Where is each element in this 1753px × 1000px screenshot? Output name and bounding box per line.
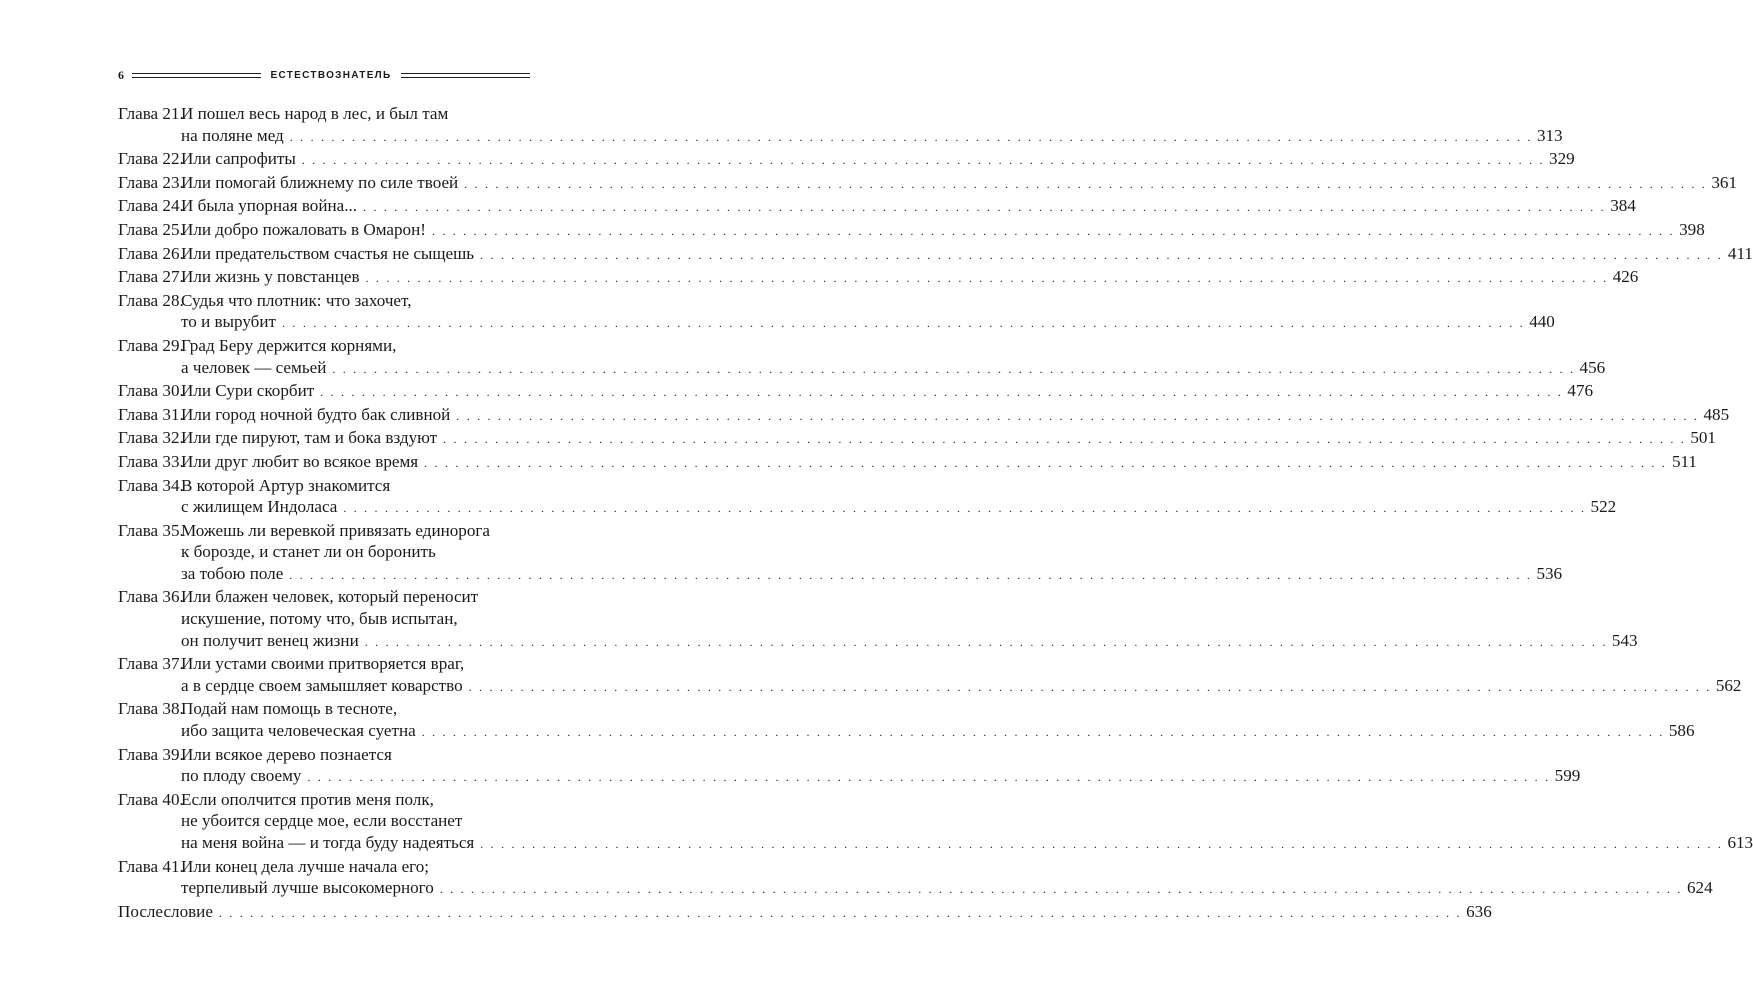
chapter-title-line: Град Беру держится корнями, <box>181 335 397 355</box>
chapter-label: Глава 41. <box>118 856 184 876</box>
page-ref: 599 <box>1554 766 1581 786</box>
toc-entry <box>118 219 1705 243</box>
chapter-title-line: а в сердце своем замышляет коварство <box>181 675 463 695</box>
dot-leader: . . . . . . . . . . . . . . . . . . . . . . . . . . . . . . . . . . . . . . . . . . . . . . . . . . . . . . . . . . . . . . . . . . . . . . . . . . . . . . . . . . . . . . . . . . . . . . . . . . . . . . . . . . . . . . . . . . . . . . . . <box>218 905 1462 920</box>
toc-entry <box>118 427 1716 451</box>
chapter-label: Глава 26. <box>118 243 184 263</box>
dot-leader: . . . . . . . . . . . . . . . . . . . . . . . . . . . . . . . . . . . . . . . . . . . . . . . . . . . . . . . . . . . . . . . . . . . . . . . . . . . . . . . . . . . . . . . . . . . . . . . . . . . . . . . . . . . . . . . . . . . . . . . . <box>289 129 1533 144</box>
header-rule-right <box>401 73 530 78</box>
chapter-title-line: терпеливый лучше высокомерного <box>181 878 434 898</box>
toc-entry <box>118 856 1713 901</box>
dot-leader: . . . . . . . . . . . . . . . . . . . . . . . . . . . . . . . . . . . . . . . . . . . . . . . . . . . . . . . . . . . . . . . . . . . . . . . . . . . . . . . . . . . . . . . . . . . . . . . . . . . . . . . . . . . . . . . . . . . . . . . . <box>343 501 1587 516</box>
chapter-label: Глава 29. <box>118 335 184 355</box>
dot-leader: . . . . . . . . . . . . . . . . . . . . . . . . . . . . . . . . . . . . . . . . . . . . . . . . . . . . . . . . . . . . . . . . . . . . . . . . . . . . . . . . . . . . . . . . . . . . . . . . . . . . . . . . . . . . . . . . . . . . . . . . <box>307 770 1551 785</box>
dot-leader: . . . . . . . . . . . . . . . . . . . . . . . . . . . . . . . . . . . . . . . . . . . . . . . . . . . . . . . . . . . . . . . . . . . . . . . . . . . . . . . . . . . . . . . . . . . . . . . . . . . . . . . . . . . . . . . . . . . . . . . . <box>364 634 1608 649</box>
chapter-title-line: Или блажен человек, который переносит <box>181 587 479 607</box>
chapter-title-line: Или конец дела лучше начала его; <box>181 856 430 876</box>
chapter-label: Глава 30. <box>118 381 184 401</box>
chapter-label: Глава 35. <box>118 520 184 540</box>
dot-leader: . . . . . . . . . . . . . . . . . . . . . . . . . . . . . . . . . . . . . . . . . . . . . . . . . . . . . . . . . . . . . . . . . . . . . . . . . . . . . . . . . . . . . . . . . . . . . . . . . . . . . . . . . . . . . . . . . . . . . . . . <box>289 567 1533 582</box>
chapter-title-line: Или Сури скорбит <box>181 381 315 401</box>
page-ref: 456 <box>1579 357 1606 377</box>
chapter-title-line: Или город ночной будто бак сливной <box>181 404 451 424</box>
chapter-label: Глава 34. <box>118 475 184 495</box>
page-ref: 543 <box>1611 630 1638 650</box>
chapter-label: Глава 37. <box>118 654 184 674</box>
toc-entry <box>118 266 1639 290</box>
chapter-title-line: Или сапрофиты <box>181 149 296 169</box>
toc-entry <box>118 451 1697 475</box>
chapter-title-line: не убоится сердце мое, если восстанет <box>181 811 463 831</box>
chapter-title-line: а человек — семьей <box>181 357 327 377</box>
chapter-label: Глава 39. <box>118 744 184 764</box>
dot-leader: . . . . . . . . . . . . . . . . . . . . . . . . . . . . . . . . . . . . . . . . . . . . . . . . . . . . . . . . . . . . . . . . . . . . . . . . . . . . . . . . . . . . . . . . . . . . . . . . . . . . . . . . . . . . . . . . . . . . . . . . <box>363 200 1606 215</box>
page-ref: 511 <box>1671 451 1697 471</box>
page-number: 6 <box>118 67 124 82</box>
chapter-label: Глава 23. <box>118 172 184 192</box>
chapter-title-line: Можешь ли веревкой привязать единорога <box>181 520 490 540</box>
dot-leader: . . . . . . . . . . . . . . . . . . . . . . . . . . . . . . . . . . . . . . . . . . . . . . . . . . . . . . . . . . . . . . . . . . . . . . . . . . . . . . . . . . . . . . . . . . . . . . . . . . . . . . . . . . . . . . . . . . . . . . . . <box>365 271 1609 286</box>
chapter-label: Глава 32. <box>118 428 184 448</box>
chapter-title-line: Подай нам помощь в тесноте, <box>181 699 398 719</box>
toc-entry <box>118 172 1738 196</box>
chapter-title-line: Или всякое дерево познается <box>181 744 392 764</box>
chapter-label: Глава 25. <box>118 219 184 239</box>
page-ref: 485 <box>1703 404 1730 424</box>
chapter-title-line: В которой Артур знакомится <box>181 475 391 495</box>
toc-entry <box>118 520 1563 587</box>
chapter-label: Глава 31. <box>118 404 184 424</box>
page-ref: 426 <box>1612 267 1639 287</box>
dot-leader: . . . . . . . . . . . . . . . . . . . . . . . . . . . . . . . . . . . . . . . . . . . . . . . . . . . . . . . . . . . . . . . . . . . . . . . . . . . . . . . . . . . . . . . . . . . . . . . . . . . . . . . . . . . . . . . . . . . . . . . . <box>301 153 1545 168</box>
page-ref: 562 <box>1715 675 1742 695</box>
page-ref: 536 <box>1536 563 1563 583</box>
toc-entry <box>118 290 1555 335</box>
toc-entry <box>118 148 1575 172</box>
toc-entry <box>118 586 1638 653</box>
dot-leader: . . . . . . . . . . . . . . . . . . . . . . . . . . . . . . . . . . . . . . . . . . . . . . . . . . . . . . . . . . . . . . . . . . . . . . . . . . . . . . . . . . . . . . . . . . . . . . . . . . . . . . . . . . . . . . . . . . . . . . . . <box>421 725 1665 740</box>
chapter-label: Глава 28. <box>118 290 184 310</box>
page-ref: 624 <box>1687 878 1713 898</box>
chapter-title-line: ибо защита человеческая суетна <box>181 721 416 741</box>
chapter-title-line: Или предательством счастья не сыщешь <box>181 243 475 263</box>
page-ref: 411 <box>1727 243 1753 263</box>
chapter-label: Глава 40. <box>118 789 184 809</box>
toc-entry <box>118 335 1606 380</box>
chapter-label: Глава 24. <box>118 196 184 216</box>
toc-entry <box>118 698 1695 743</box>
afterword-title: Послесловие <box>118 901 213 921</box>
toc-entry-afterword <box>118 901 1492 925</box>
page-ref: 398 <box>1679 219 1705 239</box>
chapter-title-line: к борозде, и станет ли он боронить <box>181 542 436 562</box>
chapter-title-line: Судья что плотник: что захочет, <box>181 290 412 310</box>
dot-leader: . . . . . . . . . . . . . . . . . . . . . . . . . . . . . . . . . . . . . . . . . . . . . . . . . . . . . . . . . . . . . . . . . . . . . . . . . . . . . . . . . . . . . . . . . . . . . . . . . . . . . . . . . . . . . . . . . . . . . . . . <box>456 408 1700 423</box>
toc-entry <box>118 195 1636 219</box>
toc-entry <box>118 653 1742 698</box>
chapter-title-line: Или друг любит во всякое время <box>181 451 419 471</box>
page-ref: 476 <box>1567 381 1594 401</box>
chapter-title-line: искушение, потому что, быв испытан, <box>181 609 458 629</box>
running-header <box>118 68 530 82</box>
table-of-contents <box>118 103 1753 924</box>
page-ref: 440 <box>1529 312 1555 332</box>
chapter-title-line: Если ополчится против меня полк, <box>181 789 434 809</box>
chapter-title-line: он получит венец жизни <box>181 630 359 650</box>
dot-leader: . . . . . . . . . . . . . . . . . . . . . . . . . . . . . . . . . . . . . . . . . . . . . . . . . . . . . . . . . . . . . . . . . . . . . . . . . . . . . . . . . . . . . . . . . . . . . . . . . . . . . . . . . . . . . . . . . . . . . . . . <box>439 882 1683 897</box>
chapter-title-line: И пошел весь народ в лес, и был там <box>181 104 449 123</box>
page-ref: 329 <box>1549 149 1575 169</box>
chapter-title-line: за тобою поле <box>181 563 284 583</box>
dot-leader: . . . . . . . . . . . . . . . . . . . . . . . . . . . . . . . . . . . . . . . . . . . . . . . . . . . . . . . . . . . . . . . . . . . . . . . . . . . . . . . . . . . . . . . . . . . . . . . . . . . . . . . . . . . . . . . . . . . . . . . . <box>431 223 1675 238</box>
toc-entry <box>118 404 1730 428</box>
page-ref: 313 <box>1536 125 1563 145</box>
toc-entry <box>118 243 1753 267</box>
chapter-label: Глава 36. <box>118 587 184 607</box>
dot-leader: . . . . . . . . . . . . . . . . . . . . . . . . . . . . . . . . . . . . . . . . . . . . . . . . . . . . . . . . . . . . . . . . . . . . . . . . . . . . . . . . . . . . . . . . . . . . . . . . . . . . . . . . . . . . . . . . . . . . . . . . <box>424 455 1667 470</box>
running-title: ЕСТЕСТВОЗНАТЕЛЬ <box>270 69 392 81</box>
dot-leader: . . . . . . . . . . . . . . . . . . . . . . . . . . . . . . . . . . . . . . . . . . . . . . . . . . . . . . . . . . . . . . . . . . . . . . . . . . . . . . . . . . . . . . . . . . . . . . . . . . . . . . . . . . . . . . . . . . . . . . . . <box>464 176 1708 191</box>
chapter-title-line: на поляне мед <box>181 125 284 145</box>
page-ref: 636 <box>1466 901 1492 921</box>
page-ref: 361 <box>1711 172 1738 192</box>
page-ref: 384 <box>1610 196 1636 216</box>
dot-leader: . . . . . . . . . . . . . . . . . . . . . . . . . . . . . . . . . . . . . . . . . . . . . . . . . . . . . . . . . . . . . . . . . . . . . . . . . . . . . . . . . . . . . . . . . . . . . . . . . . . . . . . . . . . . . . . . . . . . . . . . <box>443 432 1686 447</box>
chapter-title-line: Или жизнь у повстанцев <box>181 267 360 287</box>
chapter-label: Глава 27. <box>118 267 184 287</box>
chapter-title-line: на меня война — и тогда буду надеяться <box>181 833 475 852</box>
dot-leader: . . . . . . . . . . . . . . . . . . . . . . . . . . . . . . . . . . . . . . . . . . . . . . . . . . . . . . . . . . . . . . . . . . . . . . . . . . . . . . . . . . . . . . . . . . . . . . . . . . . . . . . . . . . . . . . . . . . . . . . . <box>332 361 1576 376</box>
page-ref: 501 <box>1690 428 1716 448</box>
header-rule-left <box>132 73 261 78</box>
dot-leader: . . . . . . . . . . . . . . . . . . . . . . . . . . . . . . . . . . . . . . . . . . . . . . . . . . . . . . . . . . . . . . . . . . . . . . . . . . . . . . . . . . . . . . . . . . . . . . . . . . . . . . . . . . . . . . . . . . . . . . . . <box>480 247 1723 262</box>
toc-entry <box>118 789 1753 856</box>
chapter-title-line: Или помогай ближнему по силе твоей <box>181 172 459 192</box>
chapter-title-line: Или добро пожаловать в Омарон! <box>181 219 426 239</box>
chapter-title-line: то и вырубит <box>181 312 277 332</box>
toc-entry <box>118 103 1563 148</box>
dot-leader: . . . . . . . . . . . . . . . . . . . . . . . . . . . . . . . . . . . . . . . . . . . . . . . . . . . . . . . . . . . . . . . . . . . . . . . . . . . . . . . . . . . . . . . . . . . . . . . . . . . . . . . . . . . . . . . . . . . . . . . . <box>282 316 1525 331</box>
toc-entry <box>118 380 1594 404</box>
chapter-label: Глава 21. <box>118 104 184 123</box>
toc-entry <box>118 475 1617 520</box>
chapter-label: Глава 33. <box>118 451 184 471</box>
dot-leader: . . . . . . . . . . . . . . . . . . . . . . . . . . . . . . . . . . . . . . . . . . . . . . . . . . . . . . . . . . . . . . . . . . . . . . . . . . . . . . . . . . . . . . . . . . . . . . . . . . . . . . . . . . . . . . . . . . . . . . . . <box>468 679 1712 694</box>
dot-leader: . . . . . . . . . . . . . . . . . . . . . . . . . . . . . . . . . . . . . . . . . . . . . . . . . . . . . . . . . . . . . . . . . . . . . . . . . . . . . . . . . . . . . . . . . . . . . . . . . . . . . . . . . . . . . . . . . . . . . . . . <box>320 385 1564 400</box>
toc-entry <box>118 744 1581 789</box>
chapter-title-line: с жилищем Индоласа <box>181 497 338 517</box>
dot-leader: . . . . . . . . . . . . . . . . . . . . . . . . . . . . . . . . . . . . . . . . . . . . . . . . . . . . . . . . . . . . . . . . . . . . . . . . . . . . . . . . . . . . . . . . . . . . . . . . . . . . . . . . . . . . . . . . . . . . . . . . <box>480 837 1724 851</box>
chapter-title-line: по плоду своему <box>181 766 302 786</box>
page-ref: 522 <box>1590 497 1617 517</box>
chapter-title-line: Или где пируют, там и бока вздуют <box>181 428 438 448</box>
chapter-label: Глава 22. <box>118 149 184 169</box>
page-ref: 586 <box>1668 721 1695 741</box>
chapter-label: Глава 38. <box>118 699 184 719</box>
chapter-title-line: И была упорная война... <box>181 196 358 216</box>
chapter-title-line: Или устами своими притворяется враг, <box>181 654 465 674</box>
page-ref: 613 <box>1727 833 1753 852</box>
